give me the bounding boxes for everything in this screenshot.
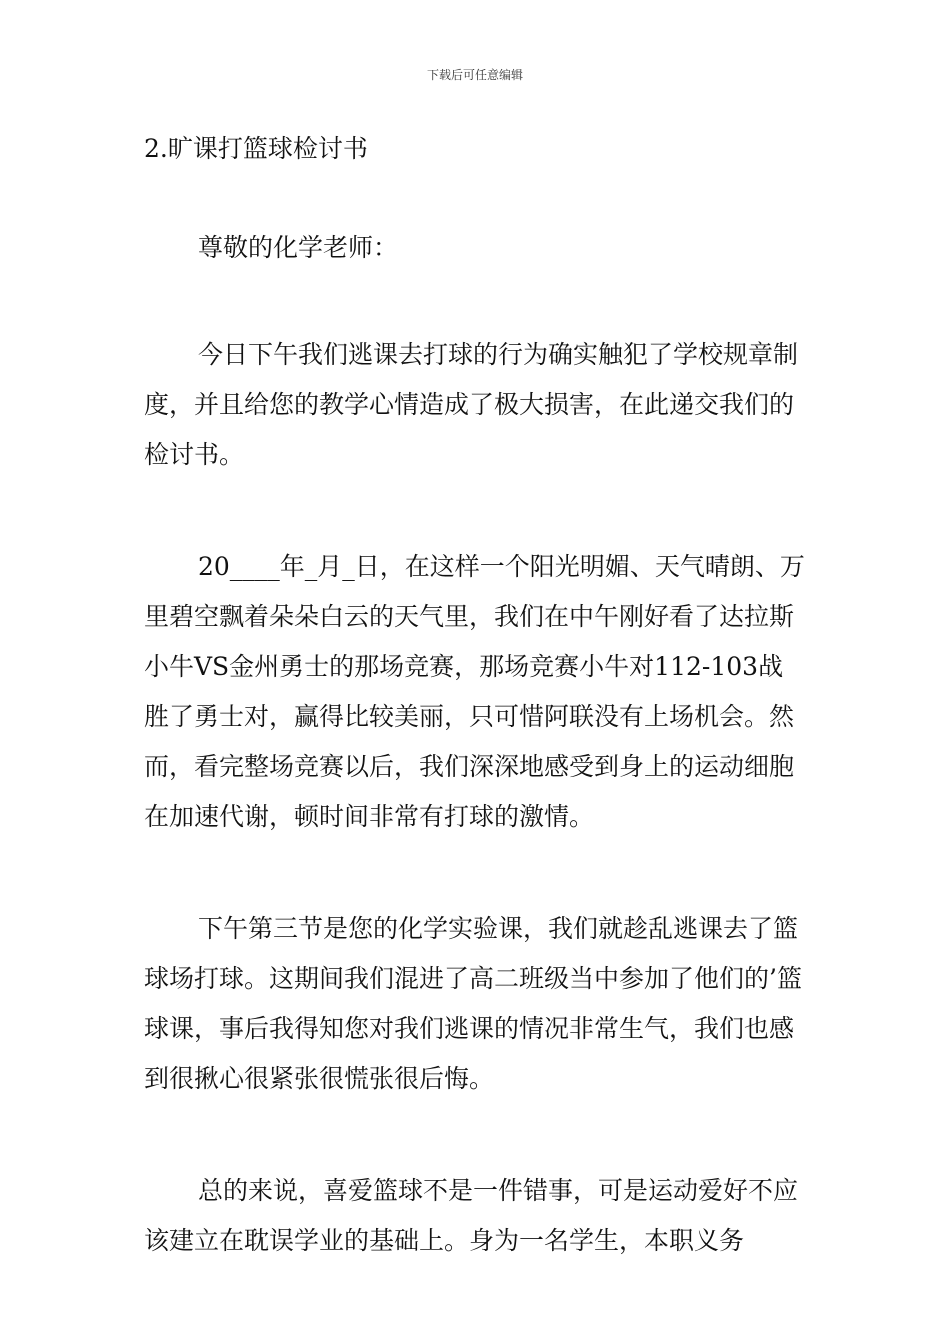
header-note: 下载后可任意编辑 [426, 68, 523, 82]
paragraph: 今日下午我们逃课去打球的行为确实触犯了学校规章制度，并且给您的教学心情造成了极大损害，在此递交我们的检讨书。 [144, 340, 799, 469]
paragraph: 下午第三节是您的化学实验课，我们就趁乱逃课去了篮球场打球。这期间我们混进了高二班级当中参加了他们的’篮球课，事后我得知您对我们逃课的情况非常生气，我们也感到很揪心很紧张很慌张很后悔。 [144, 914, 802, 1093]
paragraph: 20____年_月_日，在这样一个阳光明媚、天气晴朗、万里碧空飘着朵朵白云的天气里，我们在中午刚好看了达拉斯小牛VS金州勇士的那场竞赛，那场竞赛小牛对112-103战胜了勇士对，赢得比较美丽，只可惜阿联没有上场机会。然而，看完整场竞赛以后，我们深深地感受到身上的运动细胞在加速代谢，顿时间非常有打球的激情。 [144, 552, 805, 831]
paragraph: 总的来说，喜爱篮球不是一件错事，可是运动爱好不应该建立在耽误学业的基础上。身为一名学生，本职义务 [144, 1176, 799, 1255]
document-body [144, 128, 808, 1328]
document-title: 2.旷课打篮球检讨书 [144, 134, 368, 163]
salutation: 尊敬的化学老师： [198, 233, 399, 262]
